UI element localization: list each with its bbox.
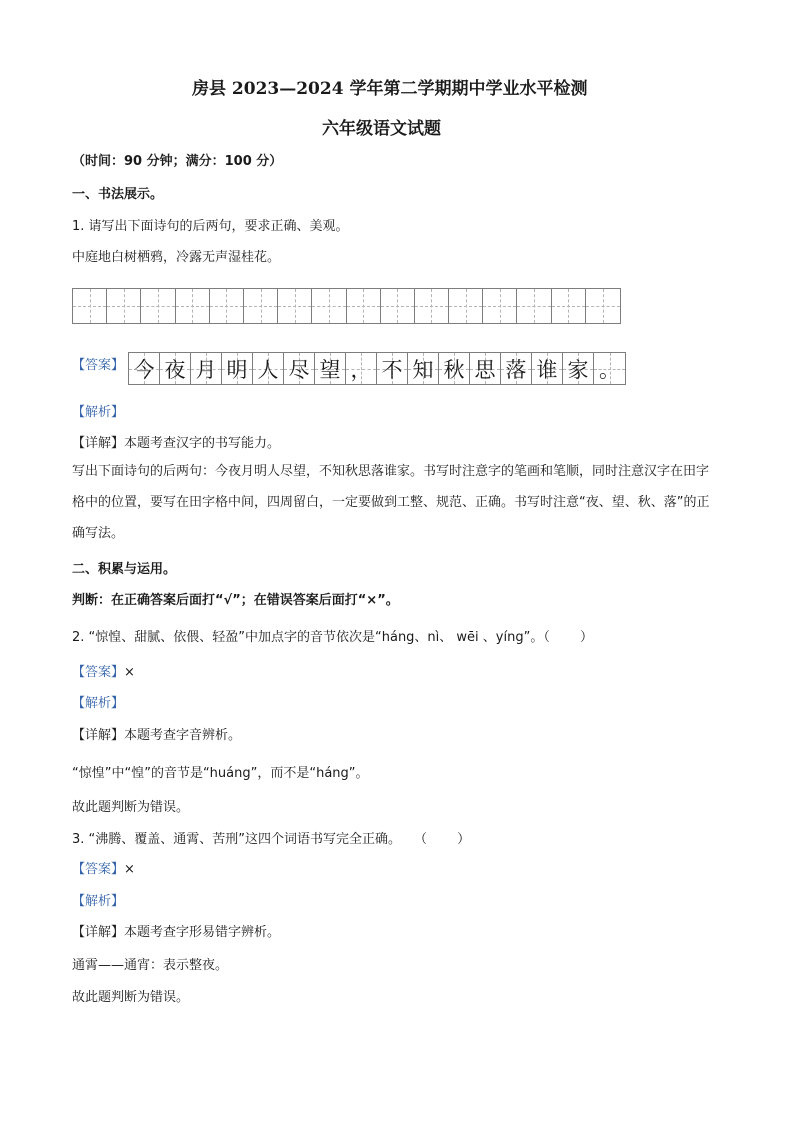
answer-char: 家	[567, 357, 589, 382]
section-heading-2: 二、积累与运用。	[72, 562, 177, 577]
answer-cell	[253, 353, 284, 384]
answer-cell	[315, 353, 346, 384]
q3-answer-value: ×	[124, 862, 135, 877]
grid-cell	[415, 289, 449, 323]
detail-label: 【详解】	[72, 925, 125, 940]
grid-cell	[244, 289, 278, 323]
answer-writing-grid	[128, 352, 626, 385]
grid-cell	[312, 289, 346, 323]
answer-char: 。	[599, 357, 620, 382]
q3-detail	[72, 921, 280, 940]
q3-explanation: 通霄——通宵：表示整夜。	[72, 958, 229, 973]
q3-detail-text: 本题考查字形易错字辨析。	[124, 925, 281, 940]
q3-conclusion: 故此题判断为错误。	[72, 990, 190, 1005]
answer-cell	[160, 353, 191, 384]
answer-char: 明	[226, 357, 248, 382]
answer-cell	[191, 353, 222, 384]
poem-line: 中庭地白树栖鸦，冷露无声湿桂花。	[72, 250, 281, 265]
detail-label: 【详解】	[72, 436, 125, 451]
answer-cell	[532, 353, 563, 384]
answer-cell	[129, 353, 160, 384]
answer-cell	[439, 353, 470, 384]
answer-cell	[501, 353, 532, 384]
grid-cell	[586, 289, 620, 323]
exam-subtitle: 六年级语文试题	[322, 119, 441, 139]
answer-char: 望	[319, 357, 341, 382]
detail-line-1	[72, 432, 280, 451]
q2-explanation: “惊惶”中“惶”的音节是“huáng”，而不是“háng”。	[72, 766, 369, 781]
grid-cell	[483, 289, 517, 323]
answer-label: 【答案】	[72, 358, 125, 373]
answer-char: 落	[505, 357, 527, 382]
explanation-1: 写出下面诗句的后两句：今夜月明人尽望，不知秋思落谁家。书写时注意字的笔画和笔顺，同时注意汉字在田字格中的位置，要写在田字格中间，四周留白，一定要做到工整、规范、正确。书写时注意“夜、望、秋、落”的正确写法。	[72, 464, 710, 541]
q2-detail	[72, 724, 241, 743]
detail-text: 本题考查汉字的书写能力。	[124, 436, 281, 451]
answer-cell	[222, 353, 253, 384]
grid-cell	[347, 289, 381, 323]
answer-label: 【答案】	[72, 862, 125, 877]
judge-instruction: 判断：在正确答案后面打“√”；在错误答案后面打“×”。	[72, 593, 399, 608]
answer-cell	[346, 353, 377, 384]
grid-cell	[517, 289, 551, 323]
answer-char: 秋	[443, 357, 465, 382]
q3-analysis-label: 【解析】	[72, 894, 125, 909]
q2-analysis-label: 【解析】	[72, 696, 125, 711]
grid-cell	[176, 289, 210, 323]
answer-cell	[470, 353, 501, 384]
grid-cell	[73, 289, 107, 323]
section-heading-1: 一、书法展示。	[72, 187, 164, 202]
grid-cell	[210, 289, 244, 323]
answer-char: ，	[350, 357, 372, 382]
analysis-label: 【解析】	[72, 405, 125, 420]
q2-detail-text: 本题考查字音辨析。	[124, 728, 242, 743]
exam-title: 房县 2023—2024 学年第二学期期中学业水平检测	[192, 79, 588, 99]
exam-info: （时间：90 分钟；满分：100 分）	[72, 154, 283, 169]
answer-cell	[377, 353, 408, 384]
answer-cell	[284, 353, 315, 384]
answer-cell	[408, 353, 439, 384]
grid-cell	[449, 289, 483, 323]
grid-cell	[381, 289, 415, 323]
q2-answer-value: ×	[124, 665, 135, 680]
answer-char: 人	[257, 357, 279, 382]
answer-label: 【答案】	[72, 665, 125, 680]
answer-char: 夜	[164, 357, 186, 382]
answer-char: 谁	[536, 357, 558, 382]
answer-char: 尽	[288, 357, 310, 382]
answer-char: 不	[381, 357, 403, 382]
answer-char: 今	[133, 357, 155, 382]
answer-char: 知	[412, 357, 434, 382]
grid-cell	[141, 289, 175, 323]
grid-cell	[107, 289, 141, 323]
q2-conclusion: 故此题判断为错误。	[72, 800, 190, 815]
question-3-text: 3. “沸腾、覆盖、通霄、苦刑”这四个词语书写完全正确。 （ ）	[72, 832, 471, 847]
detail-label: 【详解】	[72, 728, 125, 743]
question-2-text: 2. “惊惶、甜腻、依偎、轻盈”中加点字的音节依次是“háng、nì、 wēi 、yíng”。（ ）	[72, 630, 593, 645]
grid-cell	[552, 289, 586, 323]
answer-char: 月	[195, 357, 217, 382]
answer-char: 思	[474, 357, 496, 382]
question-1-text: 1. 请写出下面诗句的后两句，要求正确、美观。	[72, 219, 349, 234]
empty-writing-grid	[72, 288, 621, 324]
grid-cell	[278, 289, 312, 323]
q2-answer	[72, 661, 135, 680]
q3-answer	[72, 858, 135, 877]
answer-cell	[594, 353, 625, 384]
answer-cell	[563, 353, 594, 384]
